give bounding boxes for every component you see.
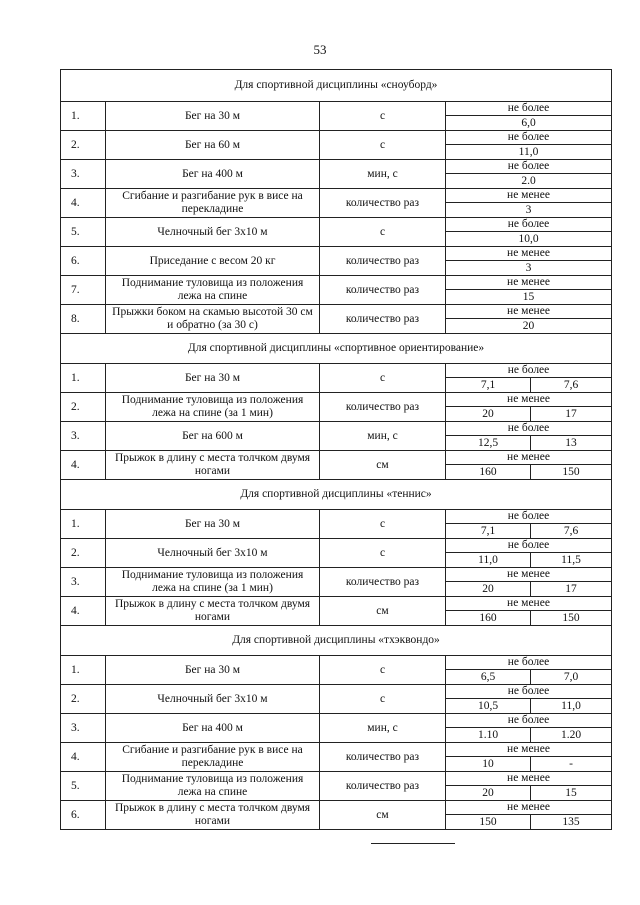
exercise-name: Поднимание туловища из положения лежа на спине (за 1 мин) [106,568,320,597]
exercise-name: Приседание с весом 20 кг [106,247,320,276]
unit: количество раз [320,743,446,772]
norm-value: 135 [531,815,612,830]
requirement-label: не менее [446,305,612,319]
unit: количество раз [320,247,446,276]
exercise-row [61,568,612,582]
exercise-row [61,422,612,436]
exercise-row [61,189,612,203]
requirement-label: не более [446,131,612,145]
requirement-label: не более [446,218,612,232]
row-number: 6. [61,247,106,276]
unit: с [320,364,446,393]
norm-value: 20 [446,319,612,334]
unit: с [320,539,446,568]
row-number: 1. [61,510,106,539]
exercise-row [61,247,612,261]
norm-value: 160 [446,465,531,480]
requirement-label: не менее [446,276,612,290]
norm-value: 7,6 [531,524,612,539]
unit: с [320,656,446,685]
norm-value: 11,5 [531,553,612,568]
exercise-row [61,539,612,553]
exercise-name: Прыжок в длину с места толчком двумя ногами [106,597,320,626]
section-title: Для спортивной дисциплины «спортивное ориентирование» [61,334,612,364]
exercise-row [61,510,612,524]
requirement-label: не менее [446,247,612,261]
norm-value: 12,5 [446,436,531,451]
exercise-row [61,364,612,378]
norm-value: 150 [446,815,531,830]
exercise-name: Бег на 400 м [106,160,320,189]
norm-value: 11,0 [531,699,612,714]
row-number: 2. [61,539,106,568]
unit: количество раз [320,276,446,305]
exercise-name: Челночный бег 3х10 м [106,218,320,247]
norm-value: 15 [531,786,612,801]
exercise-row [61,218,612,232]
row-number: 4. [61,597,106,626]
norm-value: 17 [531,407,612,422]
norm-value: 3 [446,203,612,218]
norm-value: 150 [531,465,612,480]
norm-value: 6,5 [446,670,531,685]
norm-value: 11,0 [446,553,531,568]
norm-value: 20 [446,786,531,801]
page-number: 53 [313,42,327,57]
row-number: 5. [61,772,106,801]
unit: количество раз [320,305,446,334]
requirement-label: не менее [446,393,612,407]
norm-value: 15 [446,290,612,305]
row-number: 4. [61,743,106,772]
unit: количество раз [320,189,446,218]
exercise-name: Сгибание и разгибание рук в висе на перекладине [106,743,320,772]
standards-table [60,69,612,830]
exercise-row [61,160,612,174]
requirement-label: не менее [446,189,612,203]
exercise-name: Бег на 60 м [106,131,320,160]
row-number: 1. [61,656,106,685]
requirement-label: не более [446,160,612,174]
exercise-row [61,393,612,407]
norm-value: 2.0 [446,174,612,189]
exercise-name: Поднимание туловища из положения лежа на спине [106,276,320,305]
row-number: 4. [61,451,106,480]
requirement-label: не более [446,102,612,116]
norm-value: 7,1 [446,378,531,393]
norm-value: 3 [446,261,612,276]
row-number: 3. [61,160,106,189]
unit: количество раз [320,568,446,597]
unit: количество раз [320,772,446,801]
exercise-name: Сгибание и разгибание рук в висе на перекладине [106,189,320,218]
exercise-name: Прыжки боком на скамью высотой 30 см и обратно (за 30 с) [106,305,320,334]
norm-value: 17 [531,582,612,597]
section-header-row [61,334,612,364]
exercise-row [61,714,612,728]
exercise-name: Поднимание туловища из положения лежа на спине [106,772,320,801]
exercise-name: Челночный бег 3х10 м [106,539,320,568]
exercise-name: Прыжок в длину с места толчком двумя ногами [106,451,320,480]
exercise-name: Бег на 30 м [106,510,320,539]
row-number: 2. [61,393,106,422]
exercise-row [61,305,612,319]
exercise-name: Прыжок в длину с места толчком двумя ногами [106,801,320,830]
exercise-row [61,685,612,699]
row-number: 2. [61,685,106,714]
row-number: 3. [61,568,106,597]
norm-value: - [531,757,612,772]
row-number: 1. [61,102,106,131]
exercise-row [61,102,612,116]
norm-value: 11,0 [446,145,612,160]
norm-value: 7,6 [531,378,612,393]
unit: с [320,102,446,131]
exercise-row [61,276,612,290]
norm-value: 7,0 [531,670,612,685]
exercise-row [61,131,612,145]
norm-value: 6,0 [446,116,612,131]
exercise-name: Бег на 600 м [106,422,320,451]
requirement-label: не более [446,656,612,670]
requirement-label: не менее [446,451,612,465]
section-title: Для спортивной дисциплины «сноуборд» [61,70,612,102]
unit: с [320,685,446,714]
row-number: 6. [61,801,106,830]
row-number: 3. [61,714,106,743]
requirement-label: не более [446,685,612,699]
norm-value: 10 [446,757,531,772]
unit: мин, с [320,714,446,743]
requirement-label: не более [446,714,612,728]
exercise-row [61,656,612,670]
exercise-name: Поднимание туловища из положения лежа на спине (за 1 мин) [106,393,320,422]
signature-rule [371,843,455,844]
norm-value: 20 [446,407,531,422]
norm-value: 10,5 [446,699,531,714]
row-number: 2. [61,131,106,160]
exercise-row [61,743,612,757]
section-header-row [61,480,612,510]
norm-value: 1.10 [446,728,531,743]
exercise-row [61,772,612,786]
norm-value: 160 [446,611,531,626]
norm-value: 150 [531,611,612,626]
section-title: Для спортивной дисциплины «теннис» [61,480,612,510]
row-number: 5. [61,218,106,247]
exercise-name: Бег на 400 м [106,714,320,743]
requirement-label: не более [446,510,612,524]
unit: см [320,801,446,830]
exercise-name: Бег на 30 м [106,364,320,393]
unit: см [320,597,446,626]
exercise-row [61,801,612,815]
row-number: 8. [61,305,106,334]
unit: мин, с [320,160,446,189]
exercise-name: Бег на 30 м [106,656,320,685]
requirement-label: не более [446,422,612,436]
requirement-label: не менее [446,801,612,815]
unit: с [320,510,446,539]
unit: с [320,218,446,247]
unit: мин, с [320,422,446,451]
section-title: Для спортивной дисциплины «тхэквондо» [61,626,612,656]
row-number: 1. [61,364,106,393]
row-number: 3. [61,422,106,451]
norm-value: 13 [531,436,612,451]
unit: с [320,131,446,160]
row-number: 4. [61,189,106,218]
requirement-label: не более [446,364,612,378]
section-header-row [61,70,612,102]
requirement-label: не менее [446,743,612,757]
norm-value: 10,0 [446,232,612,247]
exercise-row [61,597,612,611]
requirement-label: не более [446,539,612,553]
exercise-row [61,451,612,465]
requirement-label: не менее [446,568,612,582]
norm-value: 20 [446,582,531,597]
section-header-row [61,626,612,656]
unit: количество раз [320,393,446,422]
exercise-name: Бег на 30 м [106,102,320,131]
unit: см [320,451,446,480]
exercise-name: Челночный бег 3х10 м [106,685,320,714]
requirement-label: не менее [446,597,612,611]
norm-value: 7,1 [446,524,531,539]
norm-value: 1.20 [531,728,612,743]
row-number: 7. [61,276,106,305]
requirement-label: не менее [446,772,612,786]
